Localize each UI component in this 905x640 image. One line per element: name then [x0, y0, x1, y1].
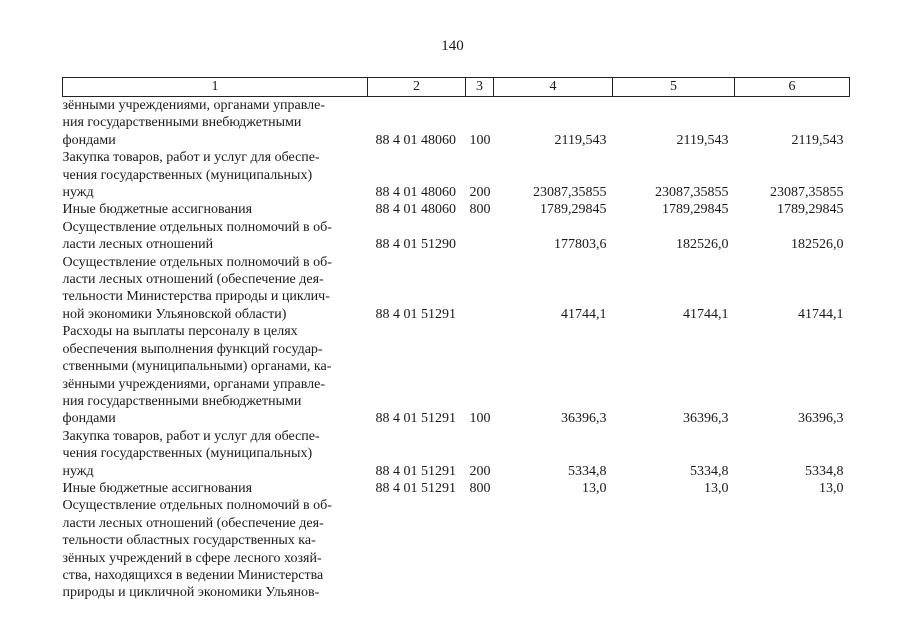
- row-value-2: [613, 497, 735, 601]
- column-header-5: 5: [613, 78, 735, 97]
- page-number: 140: [441, 38, 464, 54]
- table-row: [63, 323, 850, 427]
- row-value-3: 1789,29845: [777, 202, 844, 218]
- table-row: [63, 219, 850, 254]
- row-value-2: 1789,29845: [662, 202, 729, 218]
- row-value-1: 2119,543: [554, 132, 607, 148]
- row-value-1: [494, 497, 613, 601]
- row-value-2: 41744,1: [683, 306, 729, 322]
- row-value-2: 2119,543: [676, 132, 729, 148]
- row-expense-type: [466, 254, 494, 324]
- row-value-3: 36396,3: [798, 411, 844, 427]
- table-row: [63, 254, 850, 324]
- row-value-1: 23087,35855: [533, 185, 607, 201]
- table-row: [63, 428, 850, 480]
- row-code: 88 4 01 51291: [375, 306, 456, 322]
- column-header-4: 4: [494, 78, 613, 97]
- row-code: 88 4 01 48060: [375, 185, 456, 201]
- row-value-1: 41744,1: [561, 306, 607, 322]
- header-row: [63, 78, 850, 97]
- row-value-3: 182526,0: [791, 237, 844, 253]
- row-code: 88 4 01 48060: [375, 132, 456, 148]
- row-value-1: 36396,3: [561, 411, 607, 427]
- row-value-2: 13,0: [704, 480, 729, 496]
- row-name: Расходы на выплаты персоналу в целях обеспечения выполнения функций государ- ственными (муниципальными) органами, ка- зёнными учреждениями, органами управле- ния государственными внебюджетными фондами: [62, 324, 332, 427]
- row-code: 88 4 01 48060: [375, 202, 456, 218]
- row-code: 88 4 01 51291: [375, 480, 456, 496]
- row-value-1: 13,0: [582, 480, 607, 496]
- row-value-3: 23087,35855: [770, 185, 844, 201]
- row-name: зёнными учреждениями, органами управле- ния государственными внебюджетными фондами: [62, 98, 326, 148]
- row-expense-type: [466, 219, 494, 254]
- row-expense-type: 200: [469, 185, 491, 201]
- column-header-2: 2: [368, 78, 466, 97]
- row-value-1: 177803,6: [554, 237, 607, 253]
- row-name: Осуществление отдельных полномочий в об- ласти лесных отношений (обеспечение дея- тельности Министерства природы и циклич- ной экономики Ульяновской области): [62, 254, 332, 322]
- row-code: [368, 497, 466, 601]
- row-name: Закупка товаров, работ и услуг для обеспе- чения государственных (муниципальных) нужд: [62, 428, 320, 479]
- row-expense-type: [466, 497, 494, 601]
- row-name: Осуществление отдельных полномочий в об- ласти лесных отношений (обеспечение дея- тельности областных государственных ка- зённых учреждений в сфере лесного хозяй- ства, находящихся в ведении Министерства природы и цикличной экономики Ульянов-: [62, 498, 332, 601]
- row-expense-type: 200: [469, 463, 491, 479]
- row-value-3: [735, 497, 850, 601]
- row-expense-type: 100: [469, 411, 491, 427]
- row-code: 88 4 01 51291: [375, 463, 456, 479]
- row-value-3: 2119,543: [791, 132, 844, 148]
- column-header-6: 6: [735, 78, 850, 97]
- column-header-3: 3: [466, 78, 494, 97]
- row-name: Осуществление отдельных полномочий в об- ласти лесных отношений: [62, 219, 332, 253]
- row-code: 88 4 01 51290: [375, 237, 456, 253]
- row-value-2: 36396,3: [683, 411, 729, 427]
- table-row: [63, 480, 850, 497]
- row-name: Закупка товаров, работ и услуг для обеспе- чения государственных (муниципальных) нужд: [62, 150, 320, 201]
- row-value-3: 41744,1: [798, 306, 844, 322]
- budget-table: [62, 77, 850, 602]
- row-code: 88 4 01 51291: [375, 411, 456, 427]
- row-value-2: 5334,8: [690, 463, 729, 479]
- table-row: [63, 97, 850, 150]
- row-expense-type: 800: [469, 202, 491, 218]
- row-value-2: 182526,0: [676, 237, 729, 253]
- row-expense-type: 800: [469, 480, 491, 496]
- row-expense-type: 100: [469, 132, 491, 148]
- row-value-2: 23087,35855: [655, 185, 729, 201]
- row-name: Иные бюджетные ассигнования: [62, 480, 253, 496]
- row-value-3: 5334,8: [805, 463, 844, 479]
- table-row: [63, 497, 850, 601]
- row-value-3: 13,0: [819, 480, 844, 496]
- table-row: [63, 149, 850, 201]
- row-value-1: 1789,29845: [540, 202, 607, 218]
- row-value-1: 5334,8: [568, 463, 607, 479]
- row-name: Иные бюджетные ассигнования: [62, 202, 253, 218]
- table-row: [63, 201, 850, 218]
- column-header-1: 1: [63, 78, 368, 97]
